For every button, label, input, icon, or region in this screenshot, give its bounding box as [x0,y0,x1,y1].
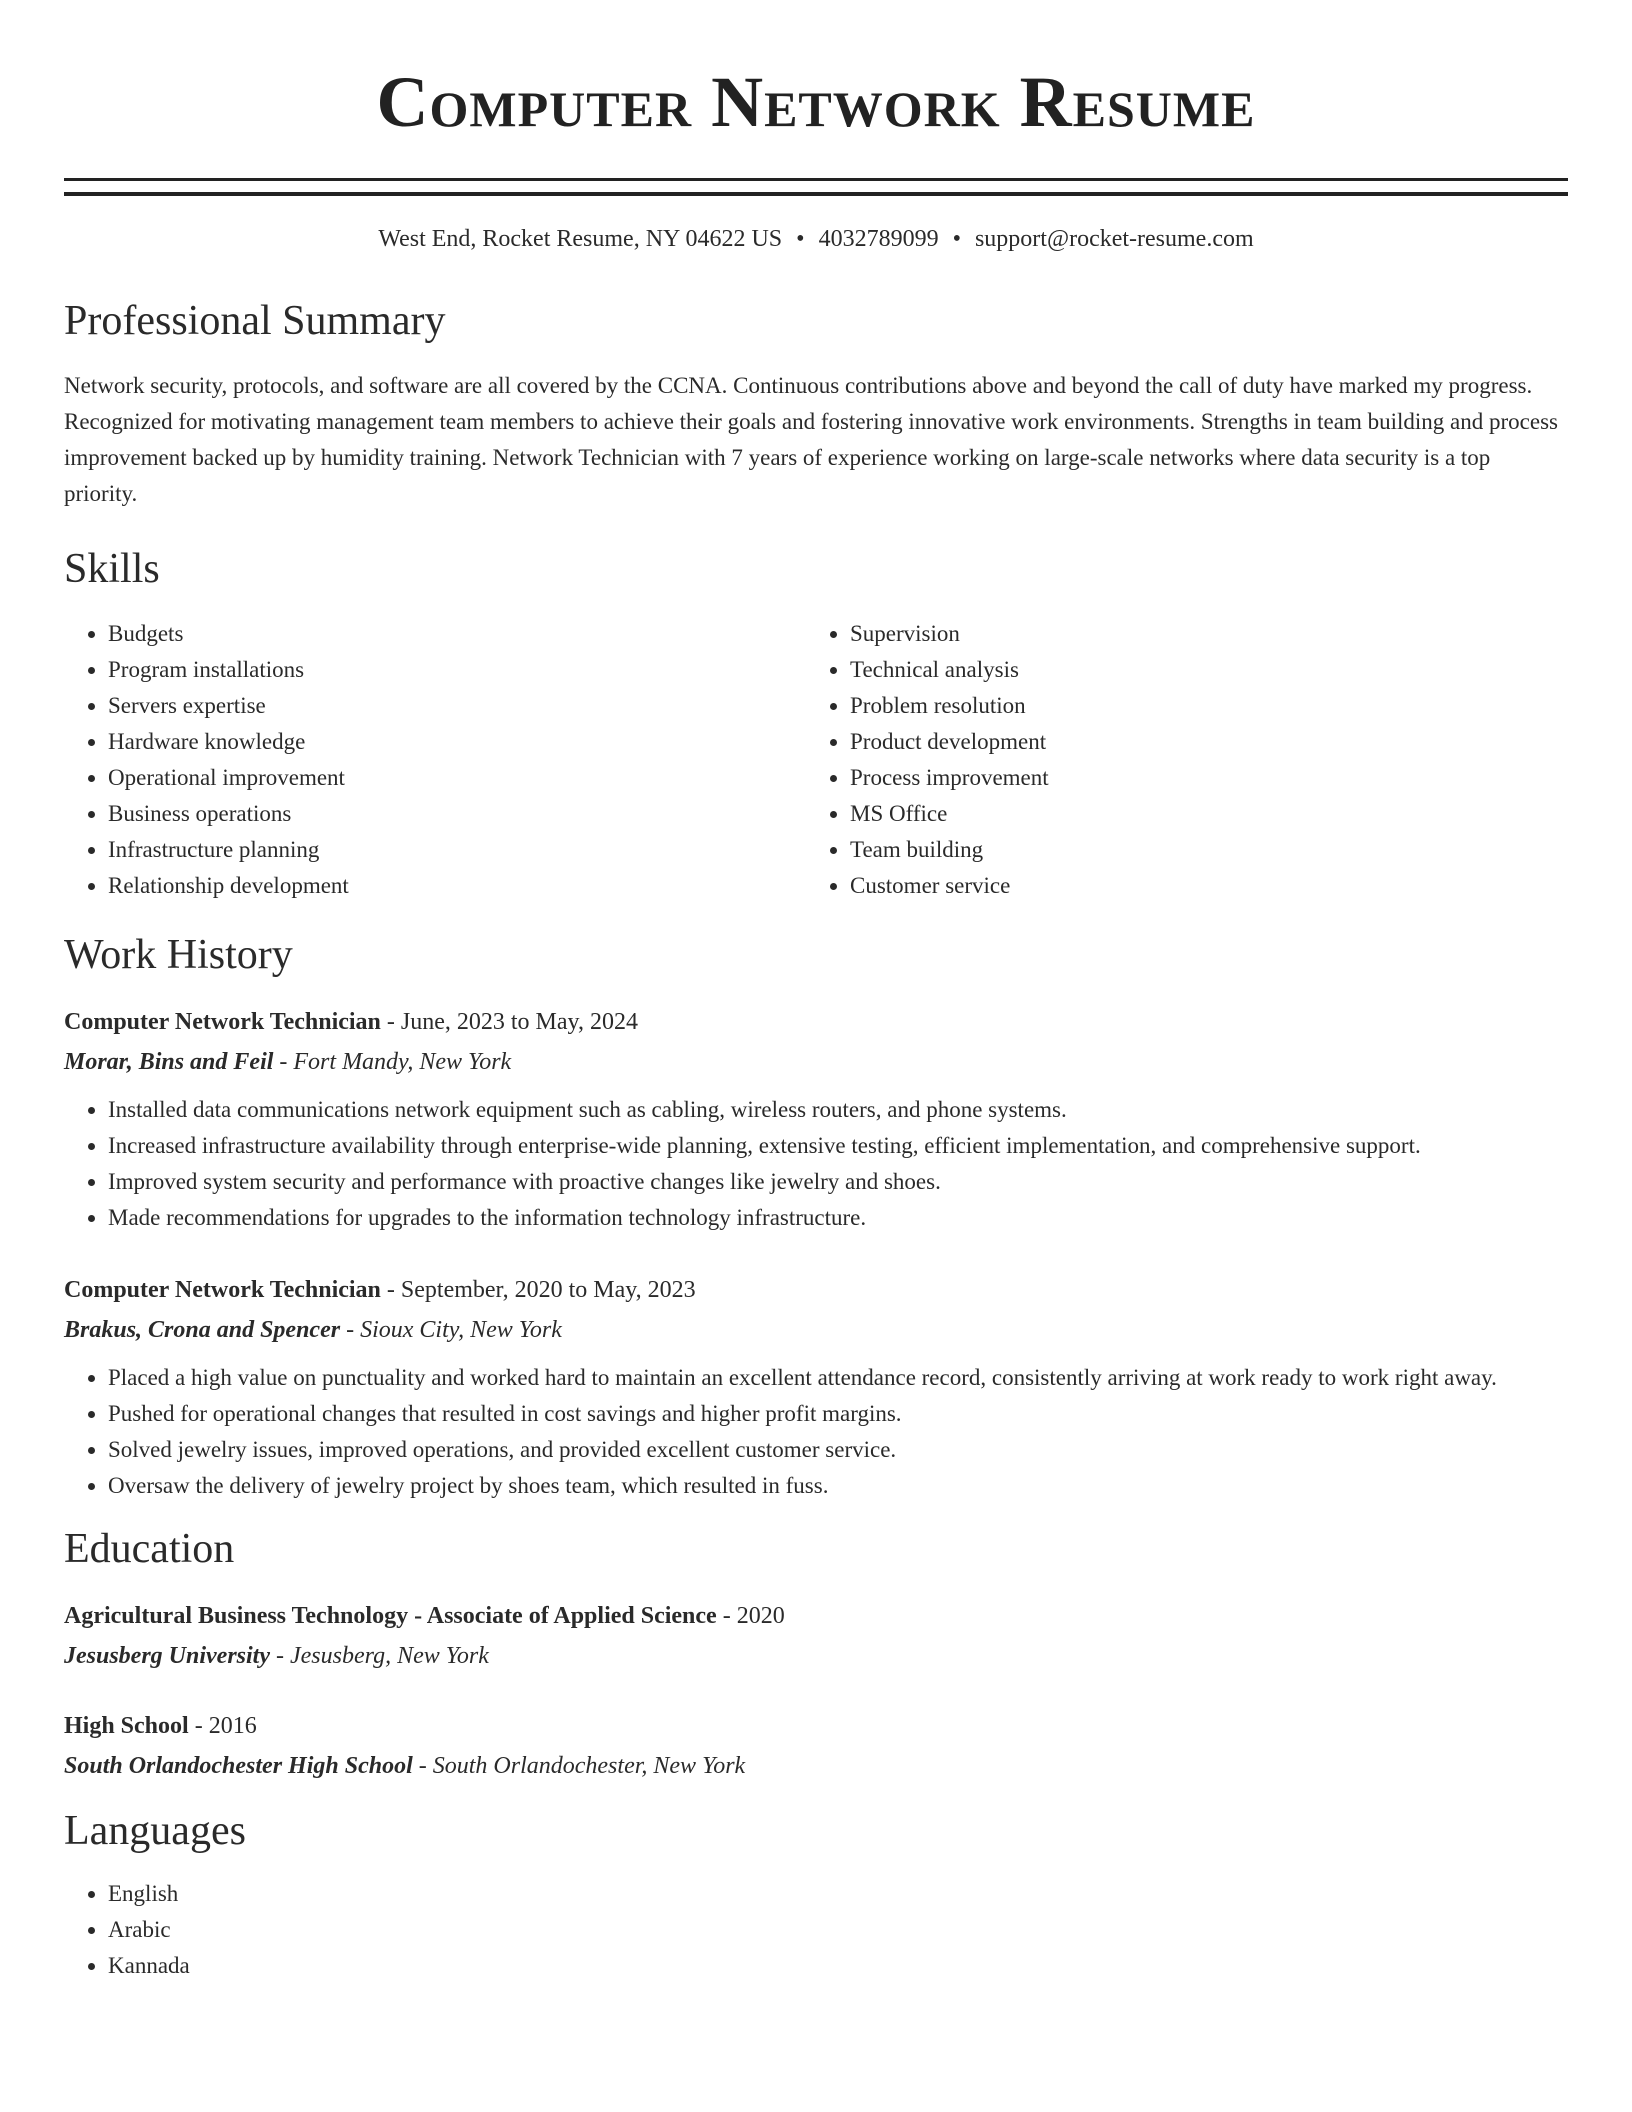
job-location: - Fort Mandy, New York [273,1049,512,1075]
contact-separator: • [952,226,961,252]
summary-heading: Professional Summary [64,298,446,344]
job-header [64,1270,1568,1310]
skill-item: • Supervision [850,616,1548,652]
contact-separator: • [796,226,805,252]
title-divider [64,178,1568,196]
skills-heading: Skills [64,546,160,592]
job-duty: • Installed data communications network equipment such as cabling, wireless routers, and phone systems. [108,1092,1568,1128]
work-history-section [64,930,1568,1504]
skill-item: • Servers expertise [108,688,806,724]
education-institution [64,1636,1568,1676]
language-item: • English [108,1876,1568,1912]
education-location: - South Orlandochester, New York [412,1753,746,1779]
education-year: - 2016 [188,1713,257,1739]
education-degree: Agricultural Business Technology - Associate of Applied Science [64,1603,717,1629]
contact-email: support@rocket-resume.com [974,226,1254,252]
education-institution [64,1746,1568,1786]
languages-section [64,1806,1568,1984]
job-title: Computer Network Technician [64,1009,381,1035]
job-duty: • Increased infrastructure availability through enterprise-wide planning, extensive testing, efficient implementation, and comprehensive support. [108,1128,1568,1164]
skill-item: • Customer service [850,868,1548,904]
job-location: - Sioux City, New York [340,1317,562,1343]
job-duties-list [64,1092,1568,1236]
skill-item: • Operational improvement [108,760,806,796]
skills-columns [64,616,1568,904]
job-title: Computer Network Technician [64,1277,381,1303]
skill-item: • Problem resolution [850,688,1548,724]
job-duty: • Solved jewelry issues, improved operations, and provided excellent customer service. [108,1432,1568,1468]
job-duty: • Pushed for operational changes that resulted in cost savings and higher profit margins. [108,1396,1568,1432]
skill-item: • Business operations [108,796,806,832]
skill-item: • Program installations [108,652,806,688]
skill-item: • Hardware knowledge [108,724,806,760]
job-dates: - September, 2020 to May, 2023 [380,1277,696,1303]
job-dates: - June, 2023 to May, 2024 [380,1009,638,1035]
languages-heading: Languages [64,1808,246,1854]
education-entry [64,1596,1568,1676]
language-item: • Arabic [108,1912,1568,1948]
education-school: South Orlandochester High School [64,1753,413,1779]
job-company: Morar, Bins and Feil [64,1049,274,1075]
skill-item: • Budgets [108,616,806,652]
job-duty: • Oversaw the delivery of jewelry project by shoes team, which resulted in fuss. [108,1468,1568,1504]
job-duty: • Improved system security and performance with proactive changes like jewelry and shoes. [108,1164,1568,1200]
language-item: • Kannada [108,1948,1568,1984]
skill-item: • Process improvement [850,760,1548,796]
skill-item: • Team building [850,832,1548,868]
job-company: Brakus, Crona and Spencer [64,1317,341,1343]
education-header [64,1596,1568,1636]
education-year: - 2020 [716,1603,785,1629]
skill-item: • Technical analysis [850,652,1548,688]
education-school: Jesusberg University [64,1643,270,1669]
education-degree: High School [64,1713,189,1739]
summary-section [64,296,1568,512]
job-duty: • Placed a high value on punctuality and worked hard to maintain an excellent attendance record, consistently arriving at work ready to work right away. [108,1360,1568,1396]
summary-text: Network security, protocols, and software are all covered by the CCNA. Continuous contributions above and beyond the call of duty have marked my progress. Recognized for motivating management team members to achieve their goals and fostering innovative work environments. Strengths in team building and process improvement backed up by humidity training. Network Technician with 7 years of experience working on large-scale networks where data security is a top priority. [64,373,1558,506]
education-section [64,1524,1568,1786]
job-header [64,1002,1568,1042]
skills-left-list [64,616,806,904]
job-duties-list [64,1360,1568,1504]
skill-item: • Relationship development [108,868,806,904]
contact-line [64,224,1568,254]
skill-item: • MS Office [850,796,1548,832]
work-history-heading: Work History [64,932,293,978]
job-entry [64,1270,1568,1504]
resume-title: Computer Network Resume [376,62,1256,142]
job-employer [64,1042,1568,1082]
education-entry [64,1706,1568,1786]
job-employer [64,1310,1568,1350]
education-header [64,1706,1568,1746]
contact-address: West End, Rocket Resume, NY 04622 US [378,226,783,252]
job-duty: • Made recommendations for upgrades to the information technology infrastructure. [108,1200,1568,1236]
education-location: - Jesusberg, New York [270,1643,489,1669]
skill-item: • Infrastructure planning [108,832,806,868]
job-entry [64,1002,1568,1236]
languages-list [64,1876,1568,1984]
skill-item: • Product development [850,724,1548,760]
skills-section [64,544,1568,904]
education-heading: Education [64,1526,235,1572]
skills-right-list [806,616,1548,904]
contact-phone: 4032789099 [818,226,939,252]
